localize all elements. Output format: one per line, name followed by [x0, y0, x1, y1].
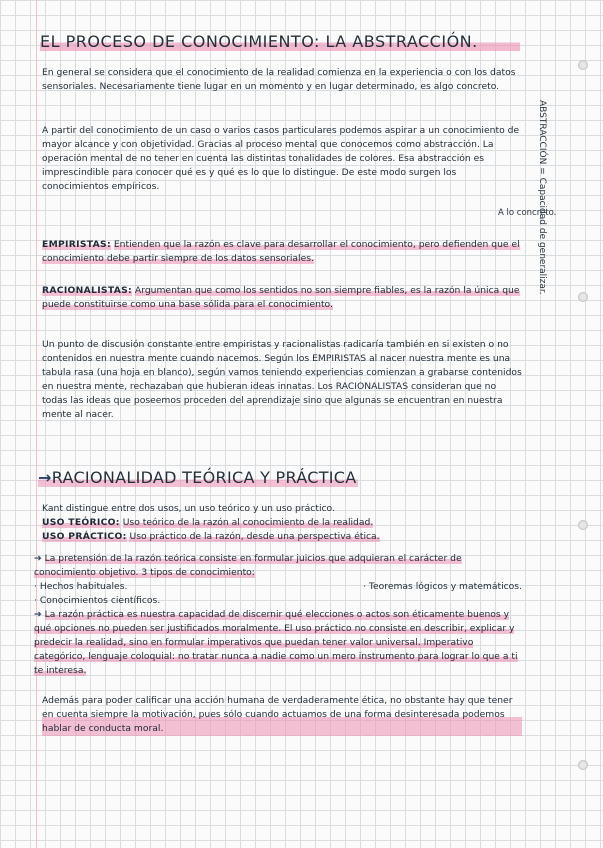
term-label: RACIONALISTAS: [42, 285, 132, 296]
list-item: · Conocimientos científicos. [34, 595, 161, 606]
definition-text: Uso práctico de la razón, desde una perspectiva ética. [129, 531, 380, 542]
definition-text: Uso teórico de la razón al conocimiento de la realidad. [122, 517, 374, 528]
discussion-paragraph [42, 338, 522, 422]
list-item: · Hechos habituales. [34, 581, 128, 592]
term-label: EMPIRISTAS: [42, 239, 111, 250]
empiristas-definition [42, 238, 522, 266]
section-title [38, 468, 358, 487]
paragraph-text: Además para poder calificar una acción humana de verdaderamente ética, no obstante hay que tener en cuenta siempre la motivación, pues sólo cuando actuamos de una forma desinteresada podemos hablar de conducta moral. [42, 694, 522, 736]
paragraph-text: La pretensión de la razón teórica consiste en formular juicios que adquieran el carácter de conocimiento objetivo. 3 tipos de conocimiento: [34, 553, 462, 578]
binder-hole [578, 60, 588, 70]
theoretical-reason [34, 552, 522, 608]
section-title-text: RACIONALIDAD TEÓRICA Y PRÁCTICA [51, 468, 357, 487]
kant-paragraph [42, 502, 522, 544]
term-label: USO TEÓRICO: [42, 517, 120, 528]
abstraction-paragraph [42, 124, 522, 194]
paragraph-text: La razón práctica es nuestra capacidad de discernir qué elecciones o actos son éticamente buenos y qué opciones no pueden ser justificados moralmente. El uso práctico no consiste en describir, explicar y predecir la realidad, sino en formular imperativos que puedan tener valor universal. Imperativo categórico, lenguaje coloquial: no tratar nunca a nadie como un mero instrumento para lograr lo que a ti te interesa. [34, 609, 518, 676]
arrow-icon: → [38, 468, 52, 487]
practical-reason [34, 608, 522, 678]
page-title: EL PROCESO DE CONOCIMIENTO: LA ABSTRACCIÓN. [40, 32, 520, 51]
definition-text: Argumentan que como los sentidos no son siempre fiables, es la razón la única que puede constituirse como una base sólida para el conocimiento. [42, 285, 520, 310]
paragraph-text: En general se considera que el conocimiento de la realidad comienza en la experiencia o con los datos sensoriales. Necesariamente tiene lugar en un momento y en lugar determinado, es algo concreto. [42, 67, 516, 92]
list-item: · Teoremas lógicos y matemáticos. [363, 581, 522, 592]
paragraph-text: A partir del conocimiento de un caso o varios casos particulares podemos aspirar a un conocimiento de mayor alcance y con objetividad. Gracias al proceso mental que conocemos como abstracción. La operación mental de no tener en cuenta las distintas tonalidades de colores. Esa abstracción es imprescindible para conocer qué es y qué es lo que lo distingue. De este modo surgen los conocimientos empíricos. [42, 125, 520, 192]
binder-hole [578, 760, 588, 770]
margin-note: ABSTRACCIÓN = Capacidad de generalizar. [537, 100, 547, 295]
paragraph-text: Kant distingue entre dos usos, un uso teórico y un uso práctico. [42, 503, 335, 514]
arrow-icon: ➔ [34, 609, 42, 620]
knowledge-types-list [34, 580, 522, 594]
intro-paragraph [42, 66, 522, 94]
racionalistas-definition [42, 284, 522, 312]
term-label: USO PRÁCTICO: [42, 531, 127, 542]
binder-hole [578, 292, 588, 302]
moral-conduct-paragraph [42, 694, 522, 736]
paragraph-text: Un punto de discusión constante entre empiristas y racionalistas radicaría también en si existen o no contenidos en nuestra mente cuando nacemos. Según los EMPIRISTAS al nacer nuestra mente es una tabula rasa (una hoja en blanco), según vamos teniendo experiencias comienzan a grabarse contenidos en nuestra mente, rechazaban que hubieran ideas innatas. Los RACIONALISTAS consideran que no todas las ideas que poseemos proceden del aprendizaje sino que algunas se encuentran en nuestra mente al nacer. [42, 339, 522, 420]
side-annotation: A lo concreto. [498, 208, 557, 218]
definition-text: Entienden que la razón es clave para desarrollar el conocimiento, pero defienden que el conocimiento debe partir siempre de los datos sensoriales. [42, 239, 520, 264]
arrow-icon: ➔ [34, 553, 42, 564]
binder-hole [578, 520, 588, 530]
margin-line [36, 0, 37, 848]
